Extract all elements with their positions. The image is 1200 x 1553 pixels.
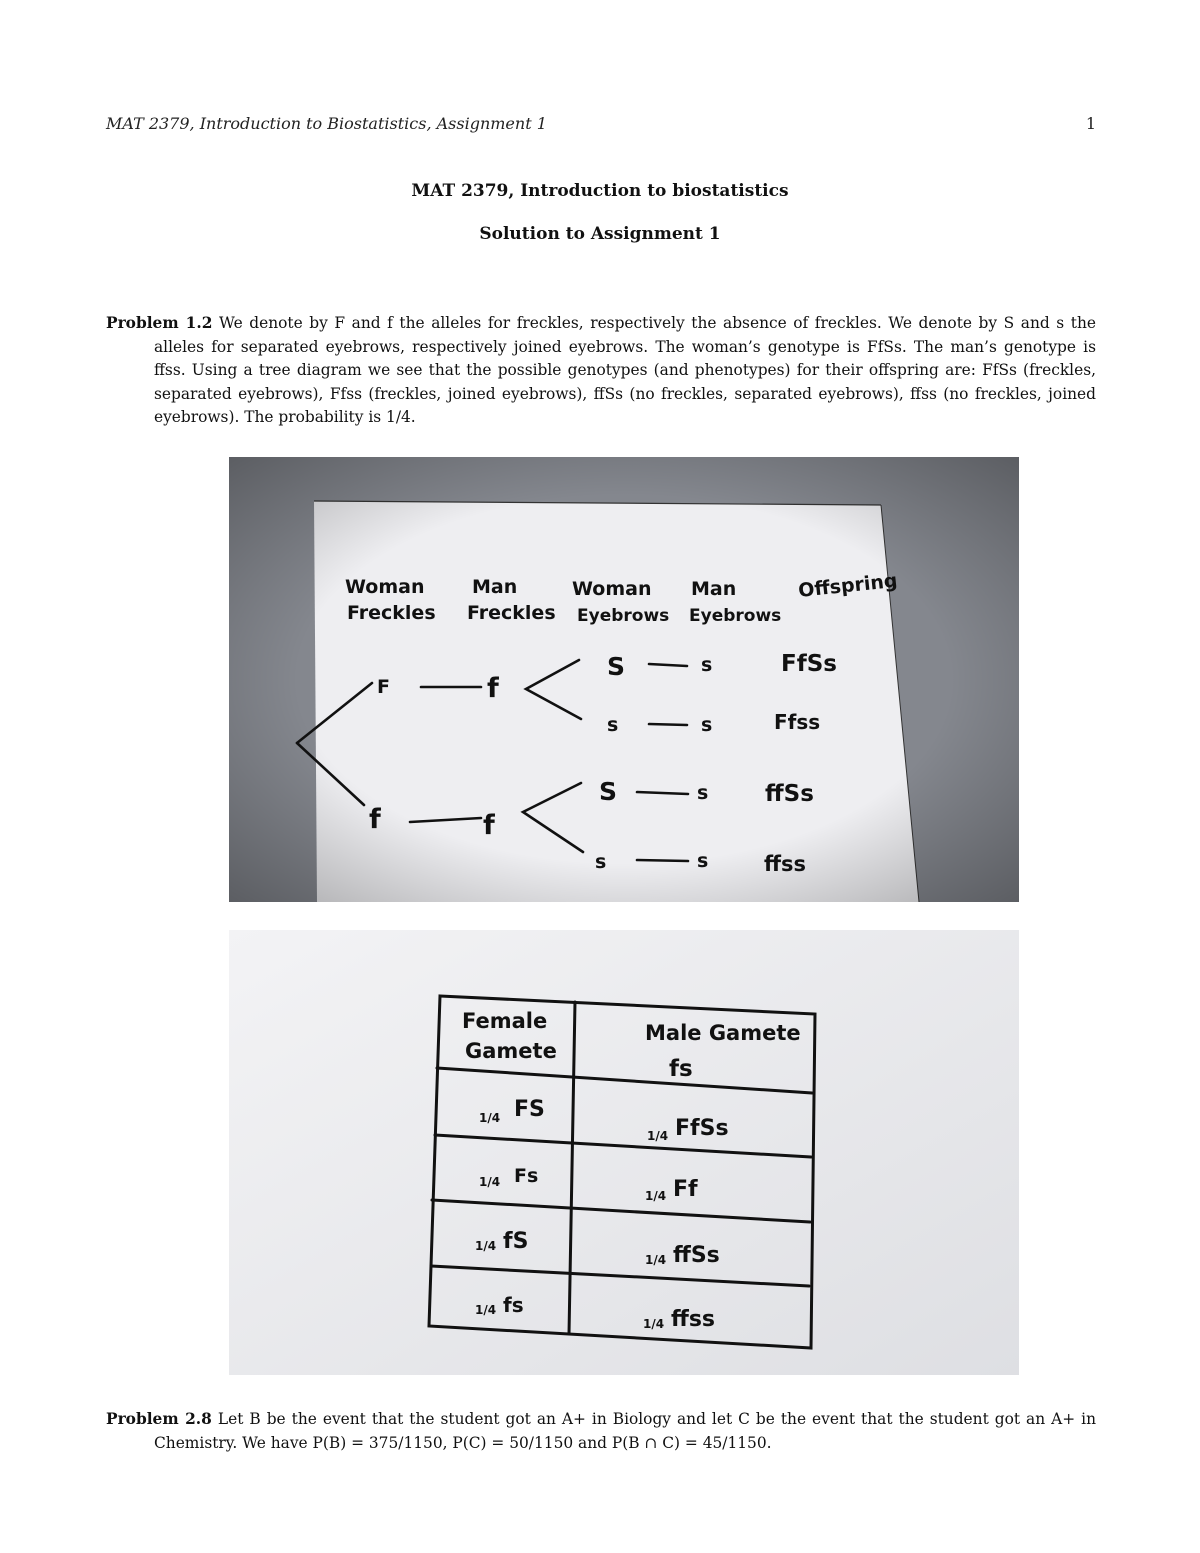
gamete-row-2-female: Fs — [514, 1165, 539, 1187]
tree-header-4-line1: Man — [691, 578, 737, 600]
problem-2-8 — [106, 1408, 1096, 1455]
gamete-header-male-line2: fs — [669, 1056, 693, 1082]
gamete-row-2-prob: 1/4 — [479, 1175, 501, 1189]
tree-offspring-3: ffSs — [765, 781, 814, 807]
problem-2-8-text: Let B be the event that the student got an A+ in Biology and let C be the event that the student got an A+ in Chemistry. We have P(B) = 375/1150, P(C) = 50/1150 and P(B ∩ C) = 45/1150. — [154, 1410, 1096, 1452]
gamete-row-1-result: FfSs — [675, 1116, 729, 1141]
tree-header-2-line2: Freckles — [467, 602, 556, 624]
tree-diagram-photo — [229, 457, 1019, 902]
tree-man-eyebrows-4: s — [697, 850, 709, 872]
tree-woman-eyebrows-1: S — [607, 652, 626, 681]
problem-1-2-text: We denote by F and f the alleles for freckles, respectively the absence of freckles. We denote by S and s the alleles for separated eyebrows, respectively joined eyebrows. The woman’s genotype is FfSs. The man’s genotype is ffss. Using a tree diagram we see that the possible genotypes (and phenotypes) for their offspring are: FfSs (freckles, separated eyebrows), Ffss (freckles, joined eyebrows), ffSs (no freckles, separated eyebrows), ffss (no freckles, joined eyebrows). The probability is 1/4. — [154, 314, 1096, 426]
tree-man-eyebrows-3: s — [697, 782, 709, 804]
tree-man-freckles-2: f — [483, 810, 495, 841]
gamete-row-4-prob: 1/4 — [475, 1303, 497, 1317]
tree-header-3-line2: Eyebrows — [577, 606, 670, 626]
tree-man-eyebrows-2: s — [701, 714, 713, 736]
gamete-row-3-prob: 1/4 — [475, 1239, 497, 1253]
tree-offspring-4: ffss — [764, 852, 807, 876]
gamete-header-female-line1: Female — [462, 1009, 548, 1033]
tree-header-4-line2: Eyebrows — [689, 606, 782, 626]
tree-header-5-line1: Offspring — [797, 569, 899, 602]
running-title: MAT 2379, Introduction to Biostatistics, Assignment 1 — [106, 114, 547, 133]
gamete-row-1-prob: 1/4 — [479, 1111, 501, 1125]
gamete-row-3-result: ffSs — [673, 1243, 720, 1268]
gamete-row-3-female: fS — [503, 1229, 529, 1254]
tree-header-3-line1: Woman — [572, 578, 652, 600]
tree-woman-freckles-2: f — [369, 804, 381, 835]
tree-header-1-line1: Woman — [345, 576, 425, 598]
gamete-header-male-line1: Male Gamete — [645, 1021, 801, 1045]
gamete-row-4-prob-result: 1/4 — [643, 1317, 665, 1331]
page-number: 1 — [1085, 114, 1096, 133]
tree-woman-eyebrows-3: S — [599, 777, 618, 806]
gamete-row-2-prob-result: 1/4 — [645, 1189, 667, 1203]
tree-woman-freckles-1: F — [377, 676, 390, 698]
tree-header-2-line1: Man — [472, 576, 518, 598]
tree-man-eyebrows-1: s — [701, 654, 713, 676]
problem-1-2-label: Problem 1.2 — [106, 314, 213, 332]
tree-man-freckles-1: f — [487, 673, 499, 704]
problem-1-2 — [106, 312, 1096, 430]
tree-woman-eyebrows-2: s — [607, 714, 619, 736]
gamete-row-4-female: fs — [503, 1293, 524, 1317]
tree-header-1-line2: Freckles — [347, 602, 436, 624]
tree-offspring-1: FfSs — [781, 651, 837, 677]
gamete-header-female-line2: Gamete — [465, 1039, 557, 1063]
document-subtitle: Solution to Assignment 1 — [479, 224, 721, 244]
problem-2-8-label: Problem 2.8 — [106, 1410, 212, 1428]
document-title: MAT 2379, Introduction to biostatistics — [411, 181, 789, 201]
tree-offspring-2: Ffss — [774, 710, 821, 734]
gamete-row-4-result: ffss — [671, 1307, 716, 1332]
gamete-row-3-prob-result: 1/4 — [645, 1253, 667, 1267]
running-head — [106, 114, 1096, 138]
gamete-row-1-prob-result: 1/4 — [647, 1129, 669, 1143]
gamete-table-photo — [229, 930, 1019, 1375]
gamete-row-2-result: Ff — [673, 1177, 698, 1202]
gamete-row-1-female: FS — [514, 1097, 545, 1122]
tree-woman-eyebrows-4: s — [595, 851, 607, 873]
